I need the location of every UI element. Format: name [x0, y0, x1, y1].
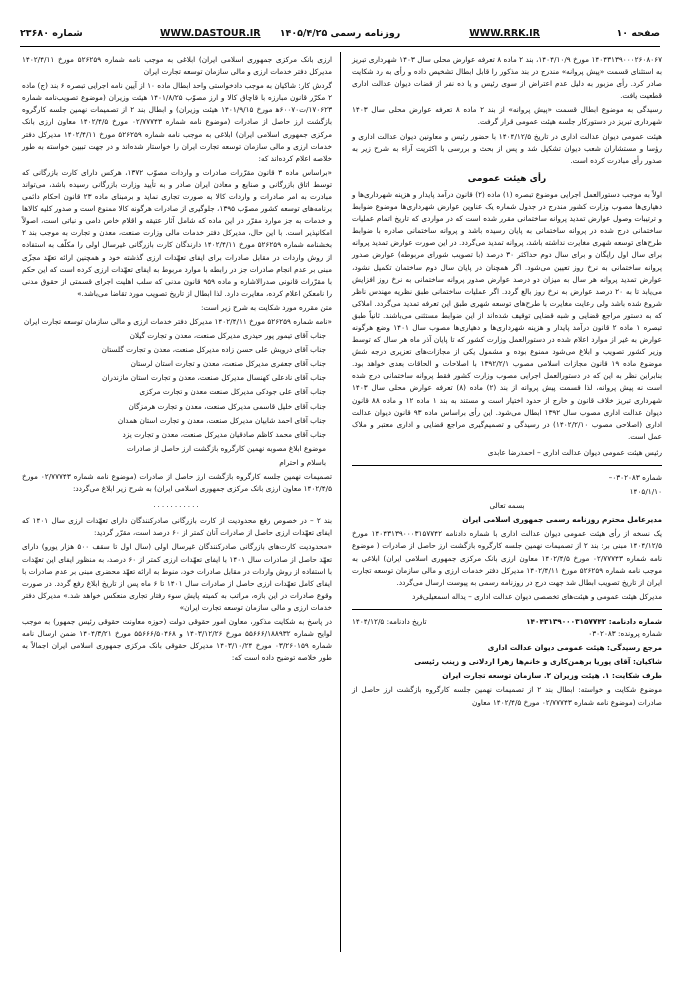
list-item: جناب آقای تیمور پور حیدری مدیرکل صنعت، معدن و تجارت گیلان: [129, 331, 326, 341]
plaintiffs: شاکیان: آقای پوریا برهمن‌کاری و خانم‌ها زهرا اردلانی و زینب رئیسی: [414, 657, 662, 667]
paragraph: متن مقرره مورد شکایت به شرح زیر است:: [200, 302, 332, 312]
paragraph: رسیدگی به موضوع ابطال قسمت «پیش پروانه» از بند ۲ ماده ۸ تعرفه عوارض محلی سال ۱۴۰۳ شهرداری تبریز در دستورکار جلسه هیئت عمومی قرار گرفت.: [352, 105, 663, 127]
left-column: [22, 54, 332, 666]
file-number: شماره پرونده: ۰۳۰۲۰۸۳: [588, 629, 662, 639]
list-item: جناب آقای علی جودکی مدیرکل صنعت معدن و تجارت مرکزی: [139, 387, 326, 397]
list-item: جناب آقای نادعلی کهنسال مدیرکل صنعت، معدن و تجارت استان مازندران: [102, 373, 326, 383]
divider: [352, 465, 662, 466]
list-item: باسلام و احترام: [279, 457, 326, 467]
complaint-subject: موضوع شکایت و خواسته: ابطال بند ۲ از تصمیمات نهمین جلسه کارگروه بازگشت ارز حاصل از صادرات (موضوع نامه شماره ۰۲/۷۷۷۴۳ مورخ ۱۴۰۲/۴/۵ معاون: [352, 685, 662, 707]
list-item: جناب آقای جعفری مدیرکل صنعت، معدن و تجارت استان لرستان: [130, 359, 326, 369]
workflow-paragraph: گردش کار: شاکیان به موجب دادخواستی واحد ابطال ماده ۱۰ از آیین نامه اجرایی تبصره ۶ بند (ج) ماده ۲ مکرّر قانون مبارزه با قاچاق کالا و ارز مصوّب ۱۴۰۱/۸/۲۵ هیئت وزیران (موضوع تصویب‌نامه شماره ۱۷۰۶۲۳/ت۶۰۰۷۰ه‍ مورخ ۱۴۰۱/۹/۱۵ هیئت وزیران) و ابطال بند ۲ از تصمیمات نهمین جلسه کارگروه بازگشت ارز حاصل از صادرات (موضوع نامه شماره ۰۲/۷۷۷۴۳ مورخ ۱۴۰۲/۴/۵ معاون ارزی بانک مرکزی جمهوری اسلامی ایران) ابلاغی به موجب نامه شماره ۵۲۶۲۵۹ مورخ ۱۴۰۲/۴/۱۱ مدیرکل دفتر خدمات ارزی و مالی سازمان توسعه تجارت ایران را خواستار شده‌اند و در جهت تبیین خواسته به طور خلاصه اعلام کرده‌اند که:: [22, 81, 332, 163]
rrk-link[interactable]: WWW.RRK.IR: [469, 28, 540, 39]
paragraph: هیئت عمومی دیوان عدالت اداری در تاریخ ۱۴۰۴/۱۲/۵ با حضور رئیس و معاونین دیوان عدالت اداری و رؤسا و مستشاران شعب دیوان تشکیل شد و پس از بحث و بررسی با اکثریت آراء به شرح زیر به صدور رأی مبادرت کرده است.: [352, 131, 663, 165]
paragraph: تصمیمات نهمین جلسه کارگروه بازگشت ارز حاصل از صادرات (موضوع نامه شماره ۰۲/۷۷۷۴۳ مورخ ۱۴۰۲/۴/۵ معاون ارزی بانک مرکزی جمهوری اسلامی ایران) به شرح زیر ابلاغ می‌گردد:: [22, 472, 332, 494]
newspaper-title-date: روزنامه رسمی ۱۴۰۵/۴/۲۵: [279, 28, 401, 39]
column-divider: [340, 52, 341, 952]
paragraph: ارزی بانک مرکزی جمهوری اسلامی ایران) ابلاغی به موجب نامه شماره ۵۲۶۲۵۹ مورخ ۱۴۰۲/۴/۱۱ مدیرکل دفتر خدمات ارزی و مالی سازمان توسعه تجارت ایران: [22, 55, 332, 77]
quoted-complaint: «براساس ماده ۳ قانون مقرّرات صادرات و واردات مصوّب ۱۳۷۲، هرکس دارای کارت بازرگانی که توسط اتاق بازرگانی و صنایع و معادن ایران صادر و به تأیید وزارت بازرگانی رسیده باشد، می‌تواند مبادرت به امر صادرات و واردات کالا به صورت تجاری نماید و برمبنای ماده ۲۳ قانون احکام دائمی برنامه‌های توسعه کشور مصوّب ۱۳۹۵، جلوگیری از صادرات هرگونه کالا ممنوع است و صدور کلیه کالاها و خدمات به جز موارد مقرّر در این ماده که شامل آثار عتیقه و اقلام خاص دامی و نباتی است، اصولاً امکانپذیر است. با این حال، مدیرکل دفتر خدمات مالی وزارت صنعت، معدن و تجارت به موجب بند ۲ بخشنامه شماره ۵۲۶۲۵۹ مورخ ۱۴۰۲/۴/۱۱ دارندگان کارت بازرگانی غیرسال اولی را مکلّف به استفاده از روش واردات در مقابل صادرات برای ایفای تعهّدات ارزی گذشته خود و همچنین ارائه تعهّد مجزّی مبنی بر عدم انجام صادرات جز در رابطه با موارد مربوط به ایفای تعهّدات ارزی کرده است که این حکم با مقرّرات قانونی صدرالاشاره و ماده ۹۵۹ قانون مدنی که سلب اهلیت اجرای قسمتی از حقوق مدنی را نامعکن اعلام کرده، مغایرت دارد. لذا ابطال از تاریخ تصویب مورد تقاضا می‌باشد.»: [22, 167, 332, 298]
paragraph: ۱۴۰۴۳۱۳۹۰۰۰۲۶۰۸۰۶۷ مورخ ۱۴۰۴/۱۰/۹، بند ۲ ماده ۸ تعرفه عوارض محلی سال ۱۴۰۳ شهرداری تبریز به استثنای قسمت «پیش پروانه» مندرج در بند مذکور را قابل ابطال تشخیص داده و رأی به رد شکایت صادر کرد. رأی مزبور به دلیل عدم اعتراض از سوی رئیس و یا ده نفر از قضات دیوان عدالت اداری قطعیت یافت.: [352, 55, 662, 101]
divider: [352, 609, 662, 610]
issue-number: شماره ۲۳۶۸۰: [20, 28, 83, 39]
defendant: طرف شکایت: ۱. هیئت وزیران ۲. سازمان توسعه تجارت ایران: [442, 671, 662, 681]
paragraph: یک نسخه از رأی هیئت عمومی دیوان عدالت اداری با شماره دادنامه ۱۴۰۴۳۱۳۹۰۰۰۳۱۵۷۷۴۲ مورخ ۱۴۰۴/۱۲/۵ مبنی بر: بند ۲ از تصمیمات نهمین جلسه کارگروه بازگشت ارز حاصل از صادرات ( موضوع نامه شماره ۰۲/۷۷۷۴۳ مورخ ۱۴۰۲/۴/۵ معاون ارزی بانک مرکزی جمهوری اسلامی ایران) ابلاغی به موجب نامه شماره ۵۲۶۲۵۹ مورخ ۱۴۰۲/۴/۱۱ مدیرکل دفتر خدمات ارزی و مالی سازمان توسعه تجارت ایران از تاریخ تصویب ابطال شد جهت درج در روزنامه رسمی به پیوست ارسال می‌گردد.: [352, 529, 663, 587]
list-item: جناب آقای درویش علی حسن زاده مدیرکل صنعت، معدن و تجارت گلستان: [101, 345, 326, 355]
page-header: [20, 24, 660, 47]
signature: مدیرکل هیئت عمومی و هیئت‌های تخصصی دیوان عدالت اداری – یداله اسمعیلی‌فرد: [412, 591, 662, 601]
reference: مرجع رسیدگی: هیئت عمومی دیوان عدالت اداری: [487, 643, 662, 653]
letter-number: شماره ۰۳۰۲۰۸۳–: [608, 473, 662, 482]
ellipsis-separator: ...........: [153, 500, 201, 510]
right-column: [352, 54, 662, 711]
ruling-text: اولاً به موجب دستورالعمل اجرایی موضوع تبصره (۱) ماده (۲) قانون درآمد پایدار و هزینه شهرداری‌ها و دهیاری‌ها مصوب وزارت کشور مندرج در جدول شماره یک عناوین عوارض شهرداری‌ها موضوع ضوابط و ترتیبات وصول عوارض تمدید پروانه ساختمانی مقرر شده است که در مواردی که تاریخ اتمام عملیات ساختمانی درج شده در پروانه ساختمانی به پایان رسیده باشد و پروانه ساختمانی صادره با ضوابط طرح‌های توسعه شهری مغایرت نداشته باشد، پروانه تمدید می‌گردد. در این صورت عوارض تمدید پروانه برای سال اول رایگان و برای سال دوم حداکثر ۳۰ درصد (با تصویب شورای مربوطه) عوارض صدور پروانه ساختمانی به نرخ روز تعیین می‌شود. اگر همچنان در پایان سال دوم ساختمان تکمیل نشود، عوارض تمدید پروانه هر سال به میزان دو درصد عوارض صدور پروانه ساختمانی به نرخ روز افزایش می‌یابد تا به ۲۰ درصد عوارض به نرخ روز بالغ گردد. اگر عملیات ساختمانی طبق نظریه مهندس ناظر شروع شده باشد ولی رعایت مغایرت با طرح‌های توسعه شهری طبق این تعرفه تمدید می‌گردد. املاکی که به دستور مراجع قضایی و شبه قضایی توقیف شده‌اند از این ضوابط مستثنی می‌باشند. ثانیاً طبق تبصره ۱ ماده ۲ قانون درآمد پایدار و هزینه شهرداری‌ها و دهیاری‌ها مصوب سال ۱۴۰۱ وضع هرگونه عوارض به غیر از موارد اعلام شده در دستورالعمل وزارت کشور که تا پایان آذر ماه هر سال که توسط وزیر کشور تصویب و ابلاغ می‌شود ممنوع بوده و مشمول یکی از مجازات‌های تعزیری درجه شش موضوع ماده ۱۹ قانون مجازات اسلامی مصوب ۱۳۹۲/۲/۱ با اصلاحات و الحاقات بعدی خواهد بود. بنابراین نظر به این که در دستورالعمل اجرایی مصوب وزارت کشور فقط پروانه ساختمانی درج شده است نه پیش پروانه، لذا قسمت پیش پروانه از بند (۲) ماده (۸) تعرفه عوارض محلی سال ۱۴۰۳ شهرداری تبریز خلاف قانون و خارج از حدود اختیار است و مستند به بند ۱ ماده ۱۲ و ماده ۸۸ قانون دیوان عدالت اداری مصوب سال ۱۳۹۲ ابطال می‌شود. این رأی براساس ماده ۹۳ قانون دیوان عدالت اداری (اصلاحی مصوب ۱۴۰۲/۲/۱۰) در رسیدگی و تصمیم‌گیری مراجع قضایی و اداری معتبر و ملاک عمل است.: [352, 189, 663, 441]
section-title: رأی هیئت عمومی: [467, 173, 547, 184]
list-item: جناب آقای محمد کاظم صادقیان مدیرکل صنعت، معدن و تجارت یزد: [122, 429, 326, 439]
letter-date: ۱۴۰۵/۱/۱۰: [629, 487, 662, 497]
judgment-number: شماره دادنامه: ۱۴۰۴۳۱۳۹۰۰۰۳۱۵۷۷۴۲: [526, 616, 662, 626]
list-item: موضوع ابلاغ مصوبه نهمین کارگروه بازگشت ارز حاصل از صادرات: [126, 443, 326, 453]
judgment-meta-row: [352, 616, 662, 628]
paragraph: در پاسخ به شکایت مذکور، معاون امور حقوقی دولت (حوزه معاونت حقوقی رئیس جمهور) به موجب لوایح شماره ۵۵۶۶۶/۱۸۸۹۳۲ مورخ ۱۴۰۳/۱۲/۲۶ و ۵۵۶۶۶/۵۰۴۶۸ مورخ ۱۴۰۴/۳/۲۱ ضمن ارسال نامه شماره ۰۳/۲۶۰۱۵۹ مورخ ۱۴۰۳/۱۰/۲۴ مدیرکل حقوقی بانک مرکزی جمهوری اسلامی ایران اجمالاً به طور خلاصه توضیح داده است که:: [22, 617, 333, 663]
addressee: مدیرعامل محترم روزنامه رسمی جمهوری اسلامی ایران: [462, 515, 662, 525]
judgment-date: تاریخ دادنامه: ۱۴۰۴/۱۲/۵: [352, 616, 427, 626]
signature: رئیس هیئت عمومی دیوان عدالت اداری – احمدرضا عابدی: [487, 447, 662, 457]
paragraph: «نامه شماره ۵۲۶۲۵۹ مورخ ۱۴۰۲/۴/۱۱ مدیرکل دفتر خدمات ارزی و مالی سازمان توسعه تجارت ایران: [23, 316, 332, 326]
paragraph: بند ۲ – در خصوص رفع محدودیت از کارت بازرگانی صادرکنندگان دارای تعهّدات ارزی سال ۱۴۰۱ که ایفای تعهّدات ارزی حاصل از صادرات آنان کمتر از ۶۰ درصد است، مقرّر گردید:: [22, 516, 332, 538]
basmala: بسمه تعالی: [489, 501, 525, 511]
page-number: صفحه ۱۰: [616, 28, 660, 39]
list-item: جناب آقای خلیل قاسمی مدیرکل صنعت، معدن و تجارت هرمزگان: [128, 401, 326, 411]
dastour-link[interactable]: WWW.DASTOUR.IR: [160, 28, 261, 39]
quoted-rule: «محدودیت کارت‌های بازرگانی صادرکنندگان غیرسال اولی (سال اول تا سقف ۵۰۰ هزار یورو) دارای تعهّد حاصل از صادرات سال ۱۴۰۱ با ایفای تعهّدات ارزی کمتر از ۶۰ درصد، به منظور ایفای این تعهّدات با استفاده از روش واردات در مقابل صادرات خود، منوط به ارائه تعهّد محضری مبنی بر عدم صادرات با ایفای کامل تعهّدات ارزی حاصل از صادرات سال ۱۴۰۱ تا ۶ ماه پس از تاریخ ابلاغ رفع گردد. در صورت وقوع صادرات در این بازه، مراتب به کمیته پایش سوء رفتار تجاری منعکس خواهد شد.» مدیرکل دفتر خدمات ارزی و مالی سازمان توسعه تجارت ایران»: [22, 542, 333, 612]
list-item: جناب آقای احمد شابیان مدیرکل صنعت، معدن و تجارت استان همدان: [117, 415, 326, 425]
